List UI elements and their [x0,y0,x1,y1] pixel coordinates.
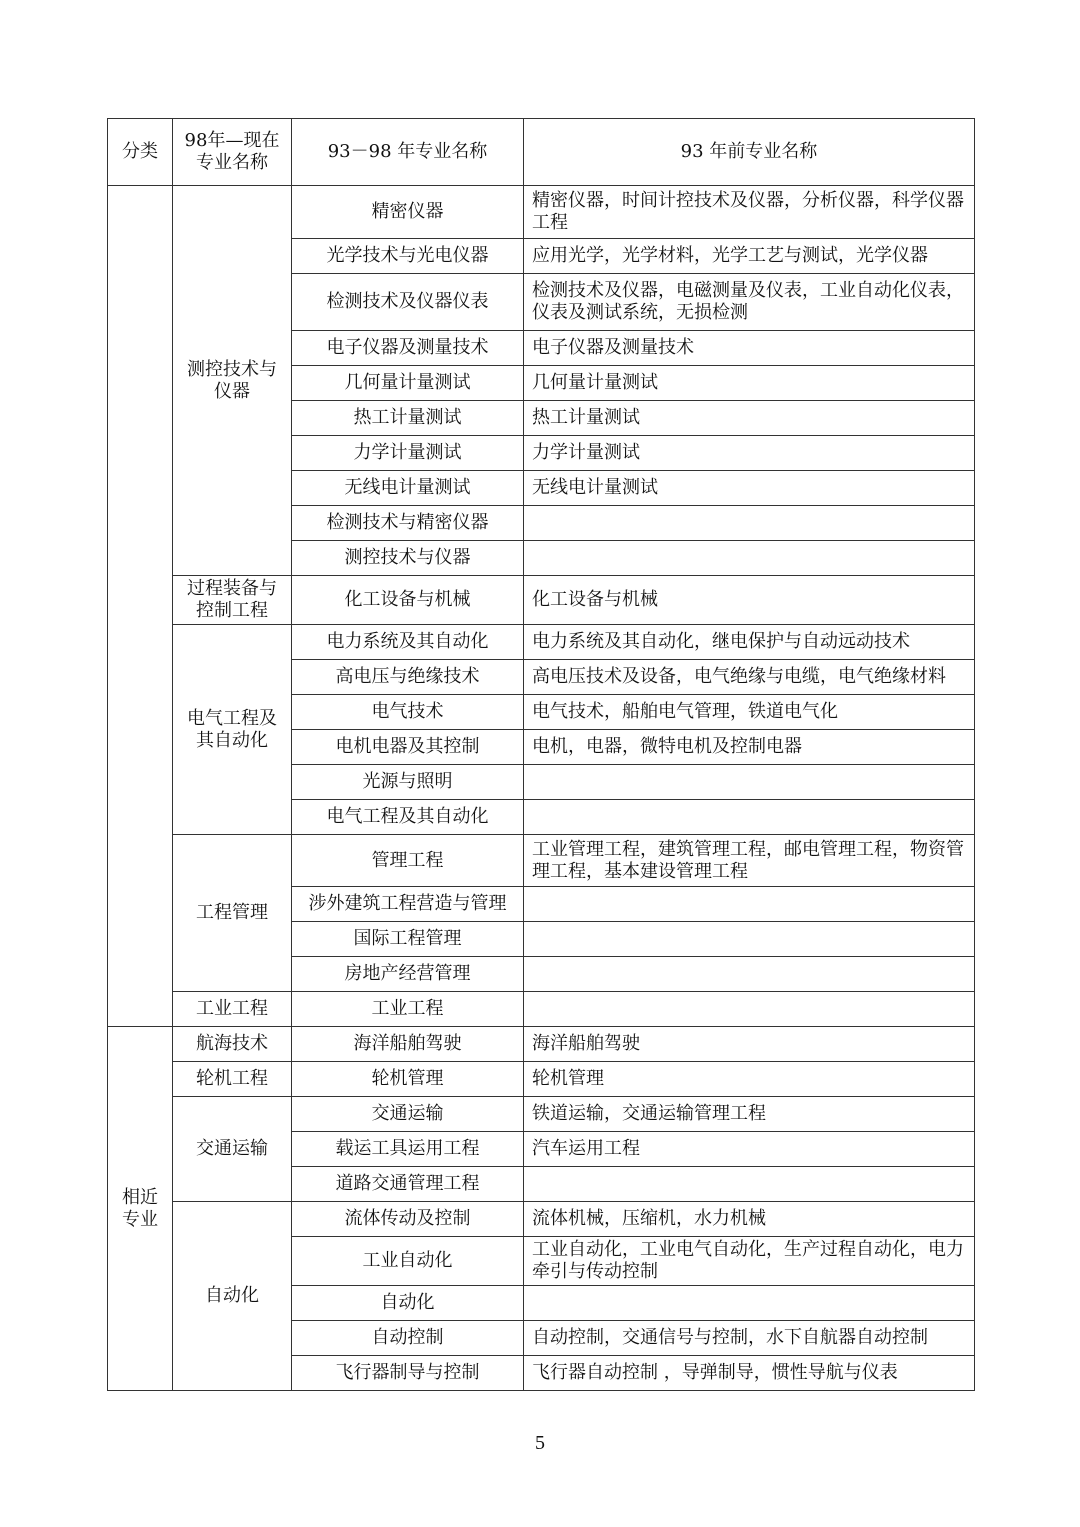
current-major-cell: 电气工程及其自动化 [173,625,292,835]
mid-major-cell: 国际工程管理 [292,922,524,957]
old-major-cell [524,1286,975,1321]
old-major-cell: 飞行器自动控制 ，导弹制导，惯性导航与仪表 [524,1356,975,1391]
mid-major-cell: 管理工程 [292,835,524,887]
current-major-cell: 自动化 [173,1202,292,1391]
mid-major-cell: 海洋船舶驾驶 [292,1027,524,1062]
mid-major-cell: 热工计量测试 [292,401,524,436]
header-mid: 93－98 年专业名称 [292,119,524,186]
old-major-cell: 几何量计量测试 [524,366,975,401]
mid-major-cell: 交通运输 [292,1097,524,1132]
old-major-cell [524,765,975,800]
page-number: 5 [535,1432,545,1454]
old-major-cell: 汽车运用工程 [524,1132,975,1167]
mid-major-cell: 检测技术与精密仪器 [292,506,524,541]
current-major-cell: 航海技术 [173,1027,292,1062]
old-major-cell [524,506,975,541]
table-row [108,625,975,660]
mid-major-cell: 检测技术及仪器仪表 [292,274,524,331]
old-major-cell: 电力系统及其自动化，继电保护与自动远动技术 [524,625,975,660]
current-major-cell: 轮机工程 [173,1062,292,1097]
mid-major-cell: 轮机管理 [292,1062,524,1097]
old-major-cell [524,922,975,957]
old-major-cell: 高电压技术及设备，电气绝缘与电缆，电气绝缘材料 [524,660,975,695]
mid-major-cell: 电力系统及其自动化 [292,625,524,660]
mid-major-cell: 电机电器及其控制 [292,730,524,765]
mid-major-cell: 光学技术与光电仪器 [292,239,524,274]
table-row [108,1062,975,1097]
mid-major-cell: 化工设备与机械 [292,576,524,625]
old-major-cell: 化工设备与机械 [524,576,975,625]
old-major-cell [524,992,975,1027]
mid-major-cell: 高电压与绝缘技术 [292,660,524,695]
mid-major-cell: 道路交通管理工程 [292,1167,524,1202]
table-row [108,1202,975,1237]
old-major-cell: 力学计量测试 [524,436,975,471]
mid-major-cell: 房地产经营管理 [292,957,524,992]
current-major-cell: 交通运输 [173,1097,292,1202]
mid-major-cell: 自动控制 [292,1321,524,1356]
mid-major-cell: 涉外建筑工程营造与管理 [292,887,524,922]
old-major-cell: 电气技术，船舶电气管理，铁道电气化 [524,695,975,730]
header-row [108,119,975,186]
mid-major-cell: 自动化 [292,1286,524,1321]
mid-major-cell: 光源与照明 [292,765,524,800]
mid-major-cell: 工业工程 [292,992,524,1027]
table-row [108,576,975,625]
mid-major-cell: 流体传动及控制 [292,1202,524,1237]
category-cell: 相近专业 [108,1027,173,1391]
header-category: 分类 [108,119,173,186]
table-row [108,835,975,887]
current-major-cell: 测控技术与仪器 [173,186,292,576]
table-row [108,992,975,1027]
current-major-cell: 工业工程 [173,992,292,1027]
mid-major-cell: 几何量计量测试 [292,366,524,401]
old-major-cell: 流体机械，压缩机，水力机械 [524,1202,975,1237]
table-row [108,1097,975,1132]
mid-major-cell: 飞行器制导与控制 [292,1356,524,1391]
mid-major-cell: 电气工程及其自动化 [292,800,524,835]
old-major-cell: 海洋船舶驾驶 [524,1027,975,1062]
old-major-cell: 轮机管理 [524,1062,975,1097]
mid-major-cell: 载运工具运用工程 [292,1132,524,1167]
old-major-cell [524,1167,975,1202]
category-cell [108,186,173,1027]
old-major-cell: 铁道运输，交通运输管理工程 [524,1097,975,1132]
mid-major-cell: 工业自动化 [292,1237,524,1286]
old-major-cell: 工业自动化，工业电气自动化，生产过程自动化，电力牵引与传动控制 [524,1237,975,1286]
mid-major-cell: 精密仪器 [292,186,524,239]
header-current: 98年—现在专业名称 [173,119,292,186]
old-major-cell: 无线电计量测试 [524,471,975,506]
old-major-cell: 热工计量测试 [524,401,975,436]
mid-major-cell: 电子仪器及测量技术 [292,331,524,366]
current-major-cell: 过程装备与控制工程 [173,576,292,625]
old-major-cell [524,541,975,576]
old-major-cell [524,887,975,922]
old-major-cell: 应用光学，光学材料，光学工艺与测试，光学仪器 [524,239,975,274]
old-major-cell: 电子仪器及测量技术 [524,331,975,366]
table-row [108,186,975,239]
old-major-cell [524,800,975,835]
old-major-cell: 自动控制，交通信号与控制，水下自航器自动控制 [524,1321,975,1356]
table-row [108,1027,975,1062]
current-major-cell: 工程管理 [173,835,292,992]
old-major-cell: 检测技术及仪器，电磁测量及仪表，工业自动化仪表，仪表及测试系统，无损检测 [524,274,975,331]
mid-major-cell: 测控技术与仪器 [292,541,524,576]
mid-major-cell: 力学计量测试 [292,436,524,471]
old-major-cell: 电机，电器，微特电机及控制电器 [524,730,975,765]
majors-table [107,118,975,1391]
old-major-cell [524,957,975,992]
mid-major-cell: 无线电计量测试 [292,471,524,506]
old-major-cell: 工业管理工程，建筑管理工程，邮电管理工程，物资管理工程，基本建设管理工程 [524,835,975,887]
mid-major-cell: 电气技术 [292,695,524,730]
old-major-cell: 精密仪器，时间计控技术及仪器，分析仪器，科学仪器工程 [524,186,975,239]
header-old: 93 年前专业名称 [524,119,975,186]
